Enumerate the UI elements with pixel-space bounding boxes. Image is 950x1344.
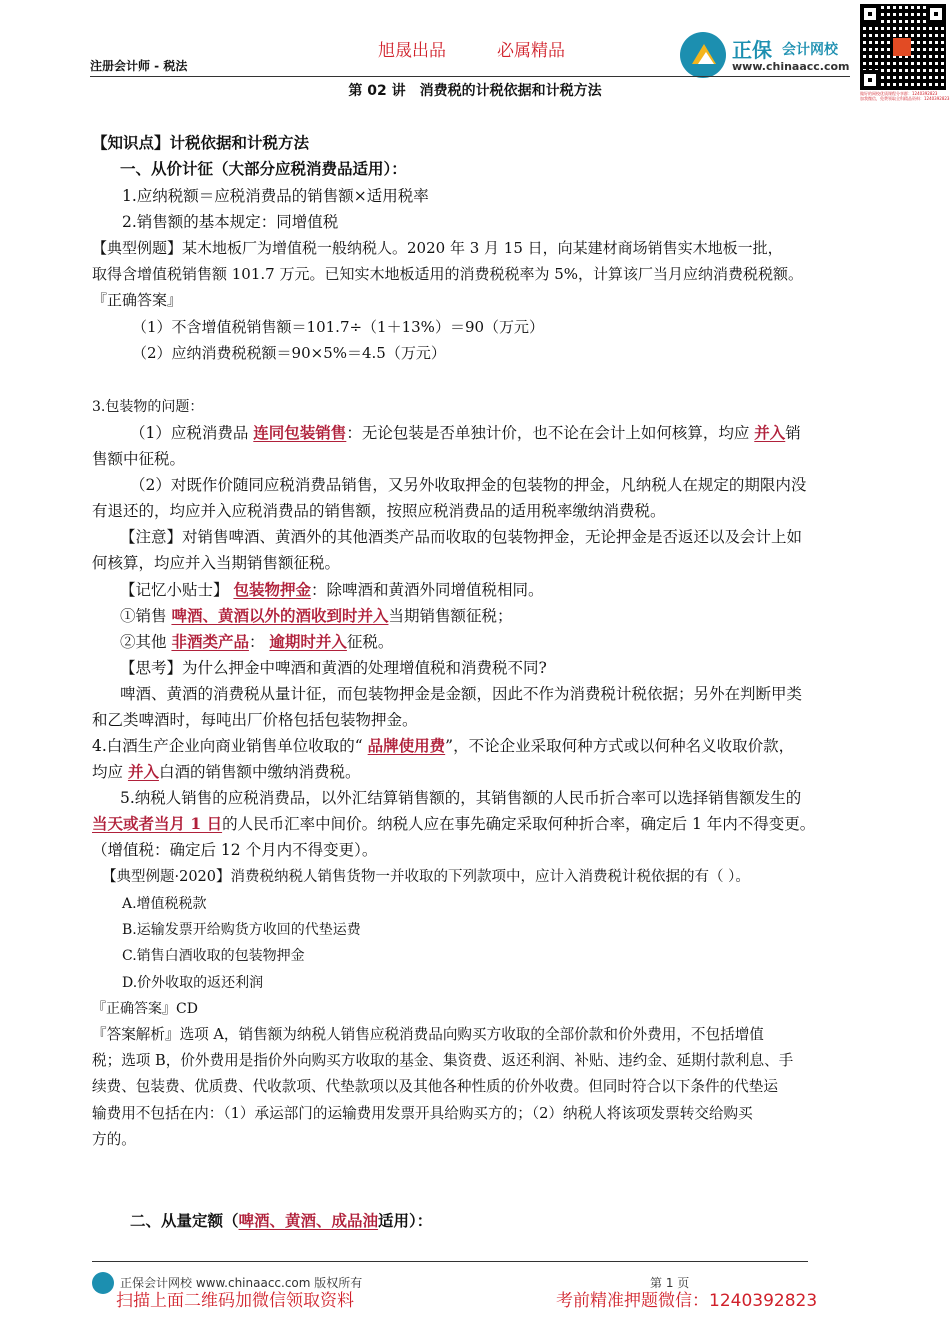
item-4-line-1: 4.白酒生产企业向商业销售单位收取的“ 品牌使用费”，不论企业采取何种方式或以何种名义收取价款， — [92, 736, 795, 755]
highlight-text: 连同包装销售 — [253, 423, 347, 442]
example-2-stem: 【典型例题·2020】消费税纳税人销售货物一并收取的下列款项中，应计入消费税计税依据的有（ ）。 — [102, 869, 750, 885]
course-name: 注册会计师 - 税法 — [90, 59, 188, 73]
brand-right: 必属精品 — [497, 41, 565, 61]
analysis-line-4: 输费用不包括在内：（1）承运部门的运输费用发票开具给购买方的；（2）纳税人将该项发票转交给购买 — [92, 1105, 753, 1122]
note-line-2: 何核算，均应并入当期销售额征税。 — [92, 554, 341, 572]
page-number: 第 1 页 — [650, 1276, 690, 1290]
item-3-para-2-line-1: （2）对既作价随同应税消费品销售，又另外收取押金的包装物的押金，凡纳税人在规定的期限内没 — [130, 476, 807, 494]
item-2: 2.销售额的基本规定：同增值税 — [122, 213, 339, 231]
brand-left: 旭晟出品 — [378, 41, 446, 61]
example-1-line-2: 取得含增值税销售额 101.7 万元。已知实木地板适用的消费税税率为 5%，计算该厂当月应纳消费税税额。 — [92, 265, 804, 283]
example-1-answer-2: （2）应纳消费税税额＝90×5%＝4.5（万元） — [132, 344, 446, 362]
knowledge-point-heading: 【知识点】计税依据和计税方法 — [92, 133, 310, 152]
chinaacc-logo-icon — [680, 32, 726, 78]
highlight-text: 逾期时并入 — [269, 632, 347, 651]
analysis-line-2: 税；选项 B，价外费用是指价外向购买方收取的基金、集资费、返还利润、补贴、违约金、延期付款利息、手 — [92, 1052, 794, 1069]
footer-copyright: 正保会计网校 www.chinaacc.com 版权所有 — [120, 1276, 363, 1290]
option-b: B.运输发票开给购货方收回的代垫运费 — [122, 922, 361, 938]
footer-logo-icon — [92, 1272, 114, 1294]
option-a: A.增值税税款 — [122, 896, 207, 912]
logo-cn-main: 正保 — [732, 38, 772, 62]
analysis-line-1: 『答案解析』选项 A，销售额为纳税人销售应税消费品向购买方收取的全部价款和价外费用，不包括增值 — [92, 1026, 764, 1043]
promo-left: 扫描上面二维码加微信领取资料 — [116, 1291, 354, 1311]
analysis-line-5: 方的。 — [92, 1131, 136, 1148]
highlight-text: 非酒类产品 — [171, 632, 249, 651]
highlight-text: 并入 — [127, 762, 159, 781]
qr-finder-icon — [860, 4, 880, 24]
item-5-line-2: 当天或者当月 1 日的人民币汇率中间价。纳税人应在事先确定采取何种折合率，确定后 1 年内不得变更。 — [92, 814, 816, 833]
memo-item-2: ②其他 非酒类产品： 逾期时并入征税。 — [120, 632, 394, 651]
qr-finder-icon — [926, 4, 946, 24]
example-1-answer-1: （1）不含增值税销售额＝101.7÷（1＋13%）＝90（万元） — [132, 318, 545, 336]
item-3-para-1-cont: 售额中征税。 — [92, 450, 186, 468]
item-3-title: 3.包装物的问题： — [92, 399, 204, 415]
note-line-1: 【注意】对销售啤酒、黄酒外的其他酒类产品而收取的包装物押金，无论押金是否返还以及会计上如 — [120, 528, 803, 546]
think-answer-1: 啤酒、黄酒的消费税从量计征，而包装物押金是金额，因此不作为消费税计税依据；另外在判断甲类 — [120, 685, 803, 703]
qr-caption-1: 做好的网校优质课程分享群：1240392823 — [860, 91, 938, 96]
highlight-text: 品牌使用费 — [367, 736, 446, 755]
promo-right: 考前精准押题微信：1240392823 — [556, 1291, 818, 1311]
option-c: C.销售白酒收取的包装物押金 — [122, 948, 305, 964]
example-1-answer-label: 『正确答案』 — [92, 291, 183, 309]
section-2-heading: 二、从量定额（啤酒、黄酒、成品油适用）： — [130, 1211, 433, 1230]
item-5-line-3: （增值税：确定后 12 个月内不得变更）。 — [92, 841, 378, 859]
memo-tip: 【记忆小贴士】 包装物押金：除啤酒和黄酒外同增值税相同。 — [120, 580, 544, 599]
highlight-text: 并入 — [754, 423, 786, 442]
section-1-heading: 一、从价计征（大部分应税消费品适用）： — [120, 159, 407, 178]
highlight-text: 包装物押金 — [233, 580, 311, 599]
footer-divider — [92, 1261, 808, 1262]
analysis-line-3: 续费、包装费、优质费、代收款项、代垫款项以及其他各种性质的价外收费。但同时符合以下条件的代垫运 — [92, 1078, 778, 1095]
highlight-text: 当天或者当月 1 日 — [92, 814, 223, 833]
header-divider — [90, 76, 850, 77]
qr-logo-icon — [893, 38, 911, 56]
item-4-line-2: 均应 并入白酒的销售额中缴纳消费税。 — [92, 762, 361, 781]
logo-url: www.chinaacc.com — [732, 60, 850, 73]
item-3-para-2-line-2: 有退还的，均应并入应税消费品的销售额，按照应税消费品的适用税率缴纳消费税。 — [92, 502, 666, 520]
highlight-text: 啤酒、黄酒以外的酒收到时并入 — [171, 606, 389, 625]
think-answer-2: 和乙类啤酒时，每吨出厂价格包括包装物押金。 — [92, 711, 418, 729]
item-5-line-1: 5.纳税人销售的应税消费品，以外汇结算销售额的，其销售额的人民币折合率可以选择销售额发生的 — [120, 789, 802, 807]
qr-caption-2: 加我微信，免费领取全科精品资料：1240392823 — [860, 96, 950, 101]
highlight-text: 啤酒、黄酒、成品油 — [238, 1211, 379, 1230]
logo-cn-sub: 会计网校 — [782, 42, 838, 58]
example-2-answer: 『正确答案』CD — [92, 1001, 198, 1017]
option-d: D.价外收取的返还利润 — [122, 975, 264, 991]
think-question: 【思考】为什么押金中啤酒和黄酒的处理增值税和消费税不同? — [120, 659, 547, 677]
example-1-line-1: 【典型例题】某木地板厂为增值税一般纳税人。2020 年 3 月 15 日，向某建材商场销售实木地板一批， — [92, 239, 783, 257]
item-3-para-1: （1）应税消费品 连同包装销售：无论包装是否单独计价，也不论在会计上如何核算，均应 并入销 — [130, 423, 801, 442]
lecture-title: 第 02 讲 消费税的计税依据和计税方法 — [348, 83, 602, 99]
memo-item-1: ①销售 啤酒、黄酒以外的酒收到时并入当期销售额征税； — [120, 606, 513, 625]
item-1: 1.应纳税额＝应税消费品的销售额×适用税率 — [122, 187, 429, 205]
